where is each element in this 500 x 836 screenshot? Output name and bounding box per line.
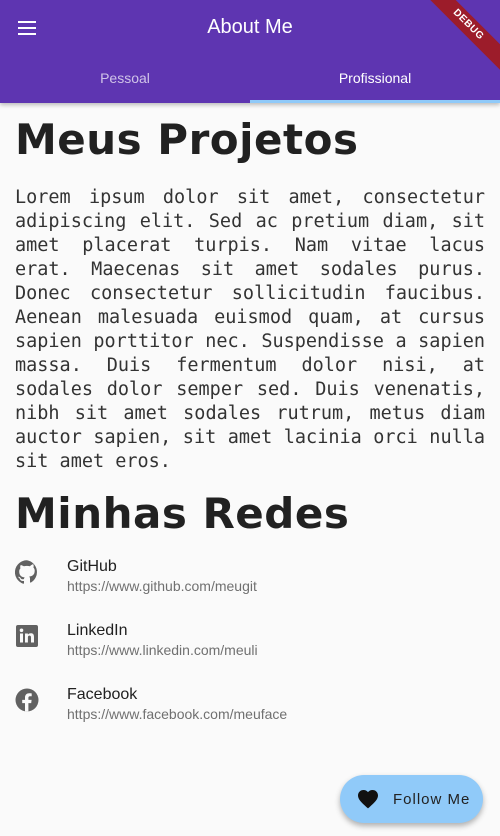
follow-me-label: Follow Me	[393, 790, 471, 808]
tab-pessoal[interactable]: Pessoal	[100, 70, 150, 86]
follow-me-button[interactable]	[340, 775, 483, 823]
profile-content	[15, 103, 485, 742]
tab-bar	[0, 55, 500, 103]
network-url: https://www.facebook.com/meuface	[67, 706, 288, 722]
network-item-github[interactable]	[15, 550, 485, 614]
facebook-icon	[15, 688, 39, 712]
network-list	[15, 550, 485, 742]
projects-description: Lorem ipsum dolor sit amet, consectetur adipiscing elit. Sed ac pretium diam, sit amet placerat turpis. Nam vitae lacus erat. Maecenas sit amet sodales purus. Donec consectetur sollicitudin faucibus. Aenean malesuada euismod quam, at cursus sapien porttitor nec. Suspendisse a sapien massa. Duis fermentum dolor nisi, at sodales dolor semper sed. Duis venenatis, nibh sit amet sodales rutrum, metus diam auctor sapien, sit amet lacinia orci nulla sit amet eros.	[15, 187, 485, 472]
app-bar	[0, 0, 500, 103]
network-item-facebook[interactable]	[15, 678, 485, 742]
network-url: https://www.linkedin.com/meuli	[67, 642, 258, 658]
network-name: LinkedIn	[67, 622, 128, 639]
networks-heading: Minhas Redes	[15, 489, 350, 538]
network-url: https://www.github.com/meugit	[67, 578, 257, 594]
linkedin-icon	[15, 624, 39, 648]
projects-heading: Meus Projetos	[15, 115, 359, 164]
tab-profissional[interactable]: Profissional	[250, 55, 500, 103]
github-icon	[15, 560, 39, 584]
network-item-linkedin[interactable]	[15, 614, 485, 678]
network-name: GitHub	[67, 558, 117, 575]
debug-banner: DEBUG	[419, 0, 500, 74]
heart-icon	[356, 787, 380, 811]
network-name: Facebook	[67, 686, 138, 703]
page-title: About Me	[207, 16, 293, 38]
